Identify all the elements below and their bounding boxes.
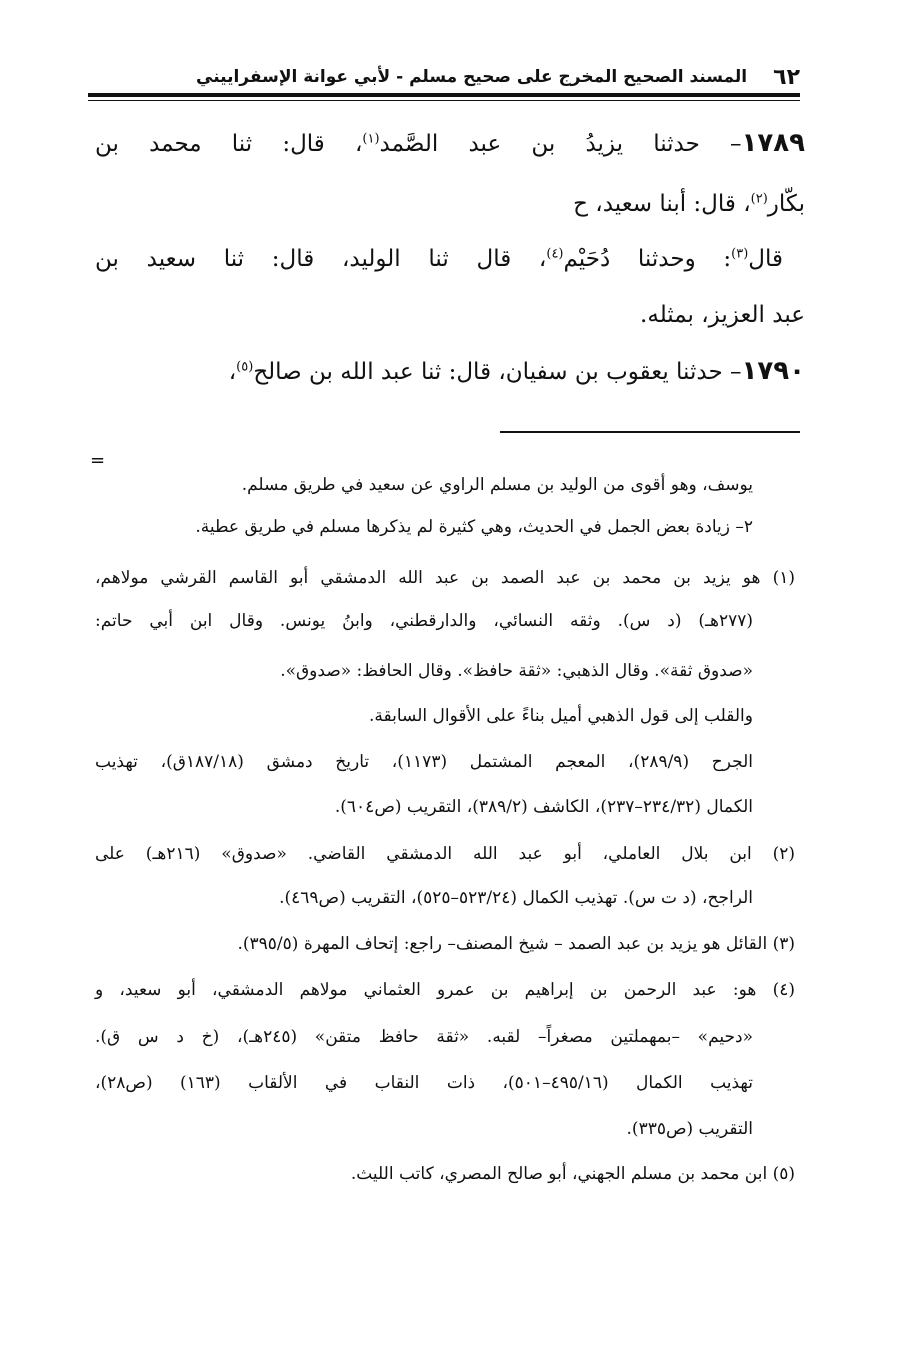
hadith-1790-line-1 [95,356,805,387]
hadith-1789-text-e: قال [748,246,784,272]
footnote-line: (٢) ابن بلال العاملي، أبو عبد الله الدمشقي القاضي. «صدوق» (٢١٦هـ) على [95,844,795,864]
footnote-line: والقلب إلى قول الذهبي أميل بناءً على الأقوال السابقة. [369,706,753,726]
footnote-ref-5: (٥) [236,359,254,375]
hadith-1789-text-f: : وحدثنا دُحَيْم [563,246,732,272]
hadith-1789-line-1 [95,128,805,159]
header-rule-thin [88,100,800,101]
footnote-separator [500,431,800,433]
footnote-line: (٢٧٧هـ) (د س). وثقه النسائي، والدارقطني، وابنُ يونس. وقال ابن أبي حاتم: [95,611,753,631]
hadith-1789-text-b: ، قال: ثنا محمد بن [95,131,363,157]
footnote-line: الراجح، (د ت س). تهذيب الكمال (٥٢٣/٢٤–٥٢٥)، التقريب (ص٤٦٩). [279,888,753,908]
footnote-line: ٢– زيادة بعض الجمل في الحديث، وهي كثيرة لم يذكرها مسلم في طريق عطية. [195,517,753,537]
hadith-number-1790: ١٧٩٠ [741,356,805,386]
hadith-1789-line-4: عبد العزيز، بمثله. [640,302,805,328]
hadith-1789-text-d: ، قال: أبنا سعيد، ح [573,191,751,217]
footnote-ref-1: (١) [362,131,380,147]
running-title: المسند الصحيح المخرج على صحيح مسلم - لأبي عوانة الإسفراييني [196,67,748,87]
footnote-line: (٤) هو: عبد الرحمن بن إبراهيم بن عمرو العثماني مولاهم الدمشقي، أبو سعيد، و [95,980,795,1000]
hadith-1789-text-c: بكّار [767,191,805,217]
footnote-line: (٣) القائل هو يزيد بن عبد الصمد – شيخ المصنف– راجع: إتحاف المهرة (٣٩٥/٥). [237,934,795,954]
footnote-ref-4: (٤) [546,246,564,262]
footnote-line: «دحيم» –بمهملتين مصغراً– لقبه. «ثقة حافظ متقن» (٢٤٥هـ)، (خ د س ق). [95,1027,753,1047]
hadith-number-1789: ١٧٨٩ [741,128,805,158]
footnote-line: (١) هو يزيد بن محمد بن عبد الصمد بن عبد الله الدمشقي أبو القاسم القرشي مولاهم، [95,568,795,588]
hadith-1790-text-a: – حدثنا يعقوب بن سفيان، قال: ثنا عبد الله بن صالح [253,359,742,385]
page-header [88,62,800,92]
footnote-continuation-mark: = [90,450,106,471]
footnote-line: (٥) ابن محمد بن مسلم الجهني، أبو صالح المصري، كاتب الليث. [350,1164,795,1184]
footnote-ref-2: (٢) [750,191,768,207]
footnote-line: يوسف، وهو أقوى من الوليد بن مسلم الراوي عن سعيد في طريق مسلم. [241,475,753,495]
footnote-line: الكمال (٢٣٤/٣٢–٢٣٧)، الكاشف (٣٨٩/٢)، التقريب (ص٦٠٤). [334,797,753,817]
header-rule-thick [88,93,800,97]
footnote-ref-3: (٣) [731,246,749,262]
footnote-line: «صدوق ثقة». وقال الذهبي: «ثقة حافظ». وقال الحافظ: «صدوق». [280,661,753,681]
hadith-1789-line-3 [95,244,805,274]
hadith-1789-text-g: ، قال ثنا الوليد، قال: ثنا سعيد بن [95,246,547,272]
hadith-1789-line-2 [95,189,805,219]
hadith-1790-text-b: ، [228,359,237,385]
footnote-line: الجرح (٢٨٩/٩)، المعجم المشتمل (١١٧٣)، تاريخ دمشق (١٨٧/١٨ق)، تهذيب [95,752,753,772]
footnote-line: التقريب (ص٣٣٥). [626,1119,753,1139]
hadith-1789-text-a: – حدثنا يزيدُ بن عبد الصَّمد [379,131,742,157]
footnote-line: تهذيب الكمال (٤٩٥/١٦–٥٠١)، ذات النقاب في الألقاب (١٦٣) (ص٢٨)، [95,1073,753,1093]
page-number: ٦٢ [773,64,800,90]
